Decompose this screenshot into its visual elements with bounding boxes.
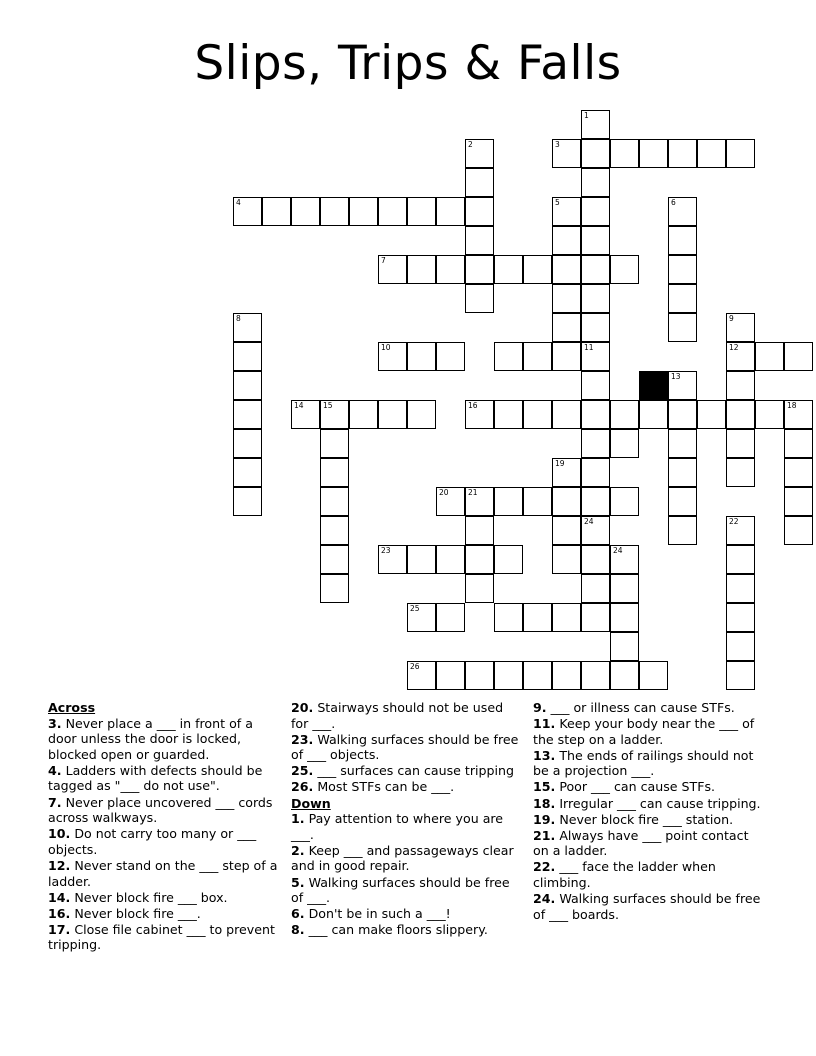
grid-cell[interactable]: [233, 197, 262, 226]
clue-item: [48, 795, 278, 826]
clue-item: [48, 826, 278, 857]
clue-item: [533, 859, 765, 890]
clue-number: 26.: [291, 779, 314, 795]
grid-cell[interactable]: [726, 458, 755, 487]
grid-cell[interactable]: [465, 226, 494, 255]
clue-text: Pay attention to where you are ___.: [291, 811, 504, 842]
black-cell: [639, 371, 668, 400]
clue-number: 2.: [291, 842, 305, 858]
clue-number: 23: [381, 546, 391, 555]
grid-cell[interactable]: [233, 458, 262, 487]
grid-cell[interactable]: [552, 545, 581, 574]
across-clue-list: [48, 716, 278, 953]
grid-cell[interactable]: [552, 313, 581, 342]
grid-cell[interactable]: [610, 429, 639, 458]
clue-number: 11.: [533, 716, 556, 732]
grid-cell[interactable]: [668, 516, 697, 545]
grid-cell[interactable]: [552, 226, 581, 255]
grid-cell[interactable]: [581, 197, 610, 226]
clue-text: Never place uncovered ___ cords across walkways.: [48, 794, 273, 826]
clue-number: 12: [729, 343, 739, 352]
grid-cell[interactable]: [407, 342, 436, 371]
grid-cell[interactable]: [465, 139, 494, 168]
clue-item: [48, 890, 278, 906]
clue-number: 11: [584, 343, 594, 352]
grid-cell[interactable]: [581, 284, 610, 313]
grid-cell[interactable]: [465, 545, 494, 574]
grid-cell[interactable]: [610, 487, 639, 516]
grid-cell[interactable]: [378, 197, 407, 226]
grid-cell[interactable]: [581, 429, 610, 458]
clue-number: 25.: [291, 763, 314, 779]
clue-number: 6: [671, 198, 676, 207]
clue-number: 24: [613, 546, 623, 555]
grid-cell[interactable]: [552, 516, 581, 545]
grid-cell[interactable]: [233, 342, 262, 371]
across-clue-list-continued: [291, 700, 523, 795]
page-title: Slips, Trips & Falls: [194, 36, 622, 91]
clue-number: 1: [584, 111, 589, 120]
clue-number: 18.: [533, 795, 556, 811]
grid-cell[interactable]: [668, 429, 697, 458]
clue-number: 10: [381, 343, 391, 352]
grid-cell[interactable]: [755, 342, 784, 371]
grid-cell[interactable]: [726, 632, 755, 661]
clue-text: ___ can make floors slippery.: [304, 922, 488, 938]
grid-cell[interactable]: [784, 487, 813, 516]
clue-number: 3: [555, 140, 560, 149]
grid-cell[interactable]: [233, 371, 262, 400]
grid-cell[interactable]: [320, 458, 349, 487]
clue-item: [533, 796, 765, 812]
clue-item: [533, 828, 765, 859]
clue-number: 8.: [291, 922, 305, 938]
grid-cell[interactable]: [523, 661, 552, 690]
clue-number: 14.: [48, 889, 71, 905]
grid-cell[interactable]: [436, 255, 465, 284]
clue-number: 17.: [48, 921, 71, 937]
grid-cell[interactable]: [233, 313, 262, 342]
clue-number: 5: [555, 198, 560, 207]
clue-text: ___ surfaces can cause tripping: [313, 763, 514, 779]
grid-cell[interactable]: [465, 400, 494, 429]
clue-number: 15.: [533, 779, 556, 795]
clue-text: Ladders with defects should be tagged as "___ do not use".: [48, 762, 263, 794]
clue-number: 3.: [48, 715, 62, 731]
grid-cell[interactable]: [291, 197, 320, 226]
grid-cell[interactable]: [668, 139, 697, 168]
grid-cell[interactable]: [494, 400, 523, 429]
clue-number: 13: [671, 372, 681, 381]
clue-text: Walking surfaces should be free of ___ objects.: [291, 731, 519, 763]
grid-cell[interactable]: [726, 516, 755, 545]
clue-item: [48, 716, 278, 763]
grid-cell[interactable]: [668, 371, 697, 400]
grid-cell[interactable]: [407, 545, 436, 574]
clue-number: 25: [410, 604, 420, 613]
clue-item: [291, 922, 523, 938]
grid-cell[interactable]: [784, 458, 813, 487]
clue-number: 22.: [533, 859, 556, 875]
clue-number: 12.: [48, 857, 71, 873]
grid-cell[interactable]: [465, 168, 494, 197]
grid-cell[interactable]: [726, 429, 755, 458]
grid-cell[interactable]: [726, 139, 755, 168]
grid-cell[interactable]: [407, 255, 436, 284]
clue-number: 16.: [48, 905, 71, 921]
grid-cell[interactable]: [668, 400, 697, 429]
grid-cell[interactable]: [523, 255, 552, 284]
clue-text: Never block fire ___ box.: [70, 889, 228, 905]
clue-text: Stairways should not be used for ___.: [291, 700, 504, 731]
clue-number: 1.: [291, 811, 305, 827]
clue-text: Most STFs can be ___.: [313, 779, 455, 795]
clue-text: Never place a ___ in front of a door unless the door is locked, blocked open or guarded.: [48, 715, 253, 762]
grid-cell[interactable]: [726, 400, 755, 429]
grid-cell[interactable]: [610, 545, 639, 574]
grid-cell[interactable]: [755, 400, 784, 429]
grid-cell[interactable]: [581, 516, 610, 545]
grid-cell[interactable]: [407, 661, 436, 690]
clue-number: 24.: [533, 891, 556, 907]
grid-cell[interactable]: [233, 487, 262, 516]
grid-cell[interactable]: [436, 661, 465, 690]
grid-cell[interactable]: [639, 400, 668, 429]
grid-cell[interactable]: [523, 342, 552, 371]
grid-cell[interactable]: [233, 400, 262, 429]
grid-cell[interactable]: [726, 371, 755, 400]
down-clue-list: [291, 811, 523, 938]
grid-cell[interactable]: [320, 400, 349, 429]
grid-cell[interactable]: [552, 603, 581, 632]
grid-cell[interactable]: [726, 574, 755, 603]
clue-number: 14: [294, 401, 304, 410]
clue-item: [48, 922, 278, 953]
clue-text: Irregular ___ can cause tripping.: [555, 795, 761, 811]
grid-cell[interactable]: [581, 574, 610, 603]
clue-text: Do not carry too many or ___ objects.: [48, 826, 257, 857]
grid-cell[interactable]: [581, 545, 610, 574]
clue-number: 2: [468, 140, 473, 149]
clue-number: 4.: [48, 762, 62, 778]
clue-item: [533, 700, 765, 716]
grid-cell[interactable]: [378, 400, 407, 429]
grid-cell[interactable]: [726, 313, 755, 342]
grid-cell[interactable]: [552, 197, 581, 226]
clue-text: Never block fire ___ station.: [555, 811, 734, 827]
down-header: Down: [291, 795, 331, 811]
clue-text: Don't be in such a ___!: [304, 906, 451, 922]
clues-column-1: [48, 700, 278, 954]
grid-cell[interactable]: [465, 197, 494, 226]
clue-item: [533, 716, 765, 747]
grid-cell[interactable]: [291, 400, 320, 429]
grid-cell[interactable]: [407, 197, 436, 226]
clue-text: Always have ___ point contact on a ladder.: [533, 827, 749, 859]
clue-item: [48, 906, 278, 922]
clue-number: 15: [323, 401, 333, 410]
clue-number: 21.: [533, 827, 556, 843]
grid-cell[interactable]: [378, 342, 407, 371]
clue-number: 22: [729, 517, 739, 526]
grid-cell[interactable]: [349, 197, 378, 226]
grid-cell[interactable]: [436, 487, 465, 516]
grid-cell[interactable]: [668, 197, 697, 226]
grid-cell[interactable]: [610, 574, 639, 603]
grid-cell[interactable]: [407, 400, 436, 429]
grid-cell[interactable]: [581, 226, 610, 255]
clue-number: 19: [555, 459, 565, 468]
clue-item: [291, 779, 523, 795]
grid-cell[interactable]: [465, 255, 494, 284]
grid-cell[interactable]: [697, 400, 726, 429]
clue-item: [291, 875, 523, 906]
grid-cell[interactable]: [697, 139, 726, 168]
grid-cell[interactable]: [494, 342, 523, 371]
clue-number: 19.: [533, 811, 556, 827]
grid-cell[interactable]: [320, 487, 349, 516]
clue-item: [291, 906, 523, 922]
clue-text: Walking surfaces should be free of ___ boards.: [533, 891, 761, 922]
grid-cell[interactable]: [523, 603, 552, 632]
clue-number: 18: [787, 401, 797, 410]
grid-cell[interactable]: [610, 255, 639, 284]
clue-text: Never stand on the ___ step of a ladder.: [48, 857, 278, 889]
grid-cell[interactable]: [726, 545, 755, 574]
clue-text: Poor ___ can cause STFs.: [555, 779, 716, 795]
grid-cell[interactable]: [552, 284, 581, 313]
grid-cell[interactable]: [436, 603, 465, 632]
grid-cell[interactable]: [494, 487, 523, 516]
clue-item: [291, 763, 523, 779]
clue-number: 6.: [291, 906, 305, 922]
grid-cell[interactable]: [494, 661, 523, 690]
clue-item: [533, 748, 765, 779]
clue-item: [291, 732, 523, 763]
clue-number: 23.: [291, 731, 314, 747]
clue-number: 16: [468, 401, 478, 410]
clue-item: [291, 843, 523, 874]
grid-cell[interactable]: [320, 574, 349, 603]
clue-number: 21: [468, 488, 478, 497]
grid-cell[interactable]: [407, 603, 436, 632]
across-header: Across: [48, 700, 96, 715]
clue-number: 7.: [48, 794, 62, 810]
clue-item: [533, 779, 765, 795]
clue-number: 20: [439, 488, 449, 497]
clue-number: 7: [381, 256, 386, 265]
clue-number: 9: [729, 314, 734, 323]
grid-cell[interactable]: [610, 603, 639, 632]
grid-cell[interactable]: [784, 400, 813, 429]
clue-number: 20.: [291, 700, 314, 715]
grid-cell[interactable]: [436, 545, 465, 574]
grid-cell[interactable]: [581, 110, 610, 139]
grid-cell[interactable]: [320, 545, 349, 574]
grid-cell[interactable]: [726, 342, 755, 371]
grid-cell[interactable]: [668, 313, 697, 342]
clue-item: [48, 858, 278, 889]
grid-cell[interactable]: [581, 255, 610, 284]
grid-cell[interactable]: [436, 197, 465, 226]
grid-cell[interactable]: [668, 487, 697, 516]
grid-cell[interactable]: [233, 429, 262, 458]
grid-cell[interactable]: [639, 661, 668, 690]
grid-cell[interactable]: [552, 400, 581, 429]
grid-cell[interactable]: [581, 458, 610, 487]
grid-cell[interactable]: [726, 661, 755, 690]
clue-text: Never block fire ___.: [70, 905, 201, 921]
grid-cell[interactable]: [581, 603, 610, 632]
clue-text: Walking surfaces should be free of ___.: [291, 874, 510, 906]
grid-cell[interactable]: [523, 400, 552, 429]
grid-cell[interactable]: [581, 400, 610, 429]
grid-cell[interactable]: [378, 545, 407, 574]
down-clue-list-continued: [533, 700, 765, 922]
grid-cell[interactable]: [465, 284, 494, 313]
clue-text: Keep your body near the ___ of the step on a ladder.: [533, 716, 755, 747]
grid-cell[interactable]: [610, 632, 639, 661]
grid-cell[interactable]: [494, 255, 523, 284]
grid-cell[interactable]: [465, 487, 494, 516]
clue-text: ___ face the ladder when climbing.: [533, 859, 716, 891]
grid-cell[interactable]: [262, 197, 291, 226]
clue-text: The ends of railings should not be a projection ___.: [533, 747, 754, 779]
clue-text: Close file cabinet ___ to prevent tripping.: [48, 921, 275, 953]
grid-cell[interactable]: [552, 342, 581, 371]
clue-number: 13.: [533, 747, 556, 763]
grid-cell[interactable]: [552, 458, 581, 487]
grid-cell[interactable]: [726, 603, 755, 632]
grid-cell[interactable]: [523, 487, 552, 516]
clue-number: 4: [236, 198, 241, 207]
clue-number: 5.: [291, 874, 305, 890]
clue-item: [533, 891, 765, 922]
grid-cell[interactable]: [784, 342, 813, 371]
grid-cell[interactable]: [610, 400, 639, 429]
grid-cell[interactable]: [581, 661, 610, 690]
grid-cell[interactable]: [668, 284, 697, 313]
grid-cell[interactable]: [465, 574, 494, 603]
grid-cell[interactable]: [552, 661, 581, 690]
grid-cell[interactable]: [784, 429, 813, 458]
clues-column-2: [291, 700, 523, 938]
grid-cell[interactable]: [668, 255, 697, 284]
grid-cell[interactable]: [610, 661, 639, 690]
grid-cell[interactable]: [465, 661, 494, 690]
clue-item: [291, 811, 523, 842]
grid-cell[interactable]: [349, 400, 378, 429]
clue-number: 26: [410, 662, 420, 671]
grid-cell[interactable]: [668, 458, 697, 487]
clue-text: Keep ___ and passageways clear and in good repair.: [291, 842, 514, 874]
grid-cell[interactable]: [581, 487, 610, 516]
grid-cell[interactable]: [581, 168, 610, 197]
grid-cell[interactable]: [639, 139, 668, 168]
grid-cell[interactable]: [320, 429, 349, 458]
grid-cell[interactable]: [552, 487, 581, 516]
clue-number: 10.: [48, 826, 71, 842]
grid-cell[interactable]: [552, 255, 581, 284]
grid-cell[interactable]: [465, 516, 494, 545]
grid-cell[interactable]: [436, 342, 465, 371]
clue-item: [533, 812, 765, 828]
grid-cell[interactable]: [581, 139, 610, 168]
clue-number: 8: [236, 314, 241, 323]
clues-column-3: [533, 700, 765, 923]
grid-cell[interactable]: [784, 516, 813, 545]
grid-cell[interactable]: [581, 371, 610, 400]
grid-cell[interactable]: [494, 545, 523, 574]
grid-cell[interactable]: [581, 342, 610, 371]
clue-item: [291, 700, 523, 731]
clue-item: [48, 763, 278, 794]
grid-cell[interactable]: [610, 139, 639, 168]
grid-cell[interactable]: [494, 603, 523, 632]
grid-cell[interactable]: [320, 197, 349, 226]
grid-cell[interactable]: [552, 139, 581, 168]
grid-cell[interactable]: [378, 255, 407, 284]
clue-text: ___ or illness can cause STFs.: [546, 700, 735, 715]
grid-cell[interactable]: [320, 516, 349, 545]
clue-number: 9.: [533, 700, 547, 715]
grid-cell[interactable]: [581, 313, 610, 342]
grid-cell[interactable]: [668, 226, 697, 255]
clue-number: 24: [584, 517, 594, 526]
